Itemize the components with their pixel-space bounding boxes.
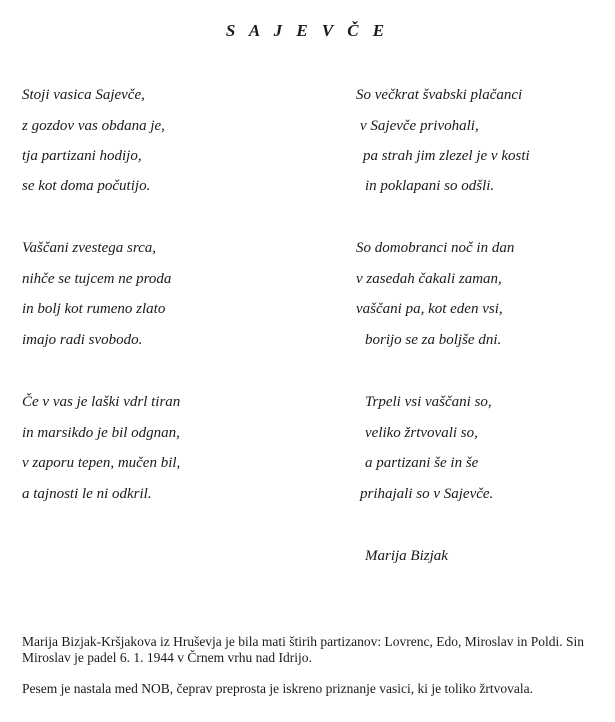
poem-line: Vaščani zvestega srca, xyxy=(22,240,157,256)
poem-line: in marsikdo je bil odgnan, xyxy=(22,425,180,441)
poem-line: v zasedah čakali zaman, xyxy=(356,271,502,287)
poem-line: So domobranci noč in dan xyxy=(356,240,515,256)
poem-line: se kot doma počutijo. xyxy=(22,178,151,194)
poem-title: S A J E V Č E xyxy=(225,21,390,40)
poem-line: a partizani še in še xyxy=(365,455,479,471)
poem-line: veliko žrtvovali so, xyxy=(365,425,478,441)
poem-line: imajo radi svobodo. xyxy=(22,332,143,348)
poem-line: Stoji vasica Sajevče, xyxy=(22,87,145,103)
poem-line: in poklapani so odšli. xyxy=(365,178,495,194)
poem-line: vaščani pa, kot eden vsi, xyxy=(356,301,503,317)
poem-line: v zaporu tepen, mučen bil, xyxy=(22,455,181,471)
poem-line: a tajnosti le ni odkril. xyxy=(22,486,152,502)
poem-line: prihajali so v Sajevče. xyxy=(360,486,494,502)
poem-line: pa strah jim zlezel je v kosti xyxy=(363,148,530,164)
poem-line: v Sajevče privohali, xyxy=(360,118,479,134)
note-paragraph: Pesem je nastala med NOB, čeprav preprosta je iskreno priznanje vasici, ki je toliko žrtvovala. xyxy=(22,681,533,696)
author-signature: Marija Bizjak xyxy=(365,548,448,564)
poem-line: So večkrat švabski plačanci xyxy=(356,87,523,103)
poem-line: borijo se za boljše dni. xyxy=(365,332,502,348)
note-paragraph: Marija Bizjak-Kršjakova iz Hruševja je bila mati štirih partizanov: Lovrenc, Edo, Miroslav in Poldi. Sin Miroslav je padel 6. 1. 1944 v Črnem vrhu nad Idrijo. xyxy=(22,634,584,665)
poem-line: tja partizani hodijo, xyxy=(22,148,142,164)
poem-line: z gozdov vas obdana je, xyxy=(22,118,165,134)
poem-line: Če v vas je laški vdrl tiran xyxy=(22,394,181,410)
poem-line: Trpeli vsi vaščani so, xyxy=(365,394,492,410)
poem-line: in bolj kot rumeno zlato xyxy=(22,301,166,317)
poem-line: nihče se tujcem ne proda xyxy=(22,271,172,287)
